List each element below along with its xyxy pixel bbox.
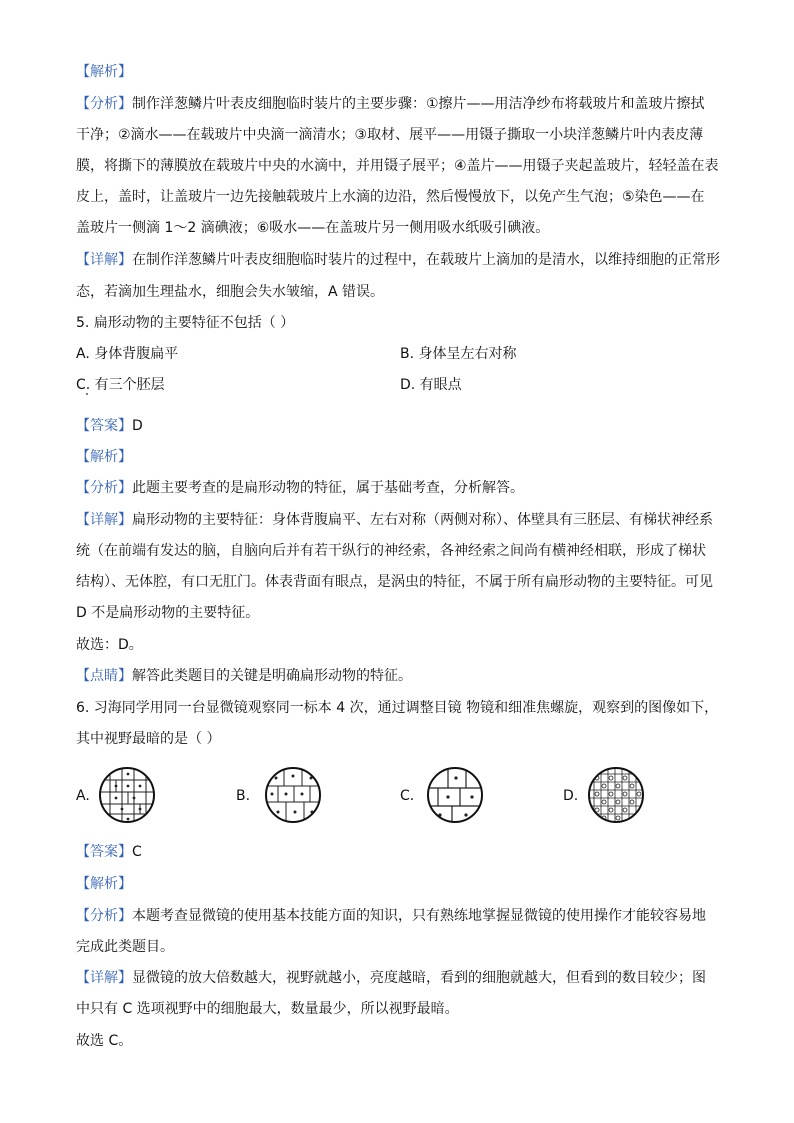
figure-b-label: B. [236,788,251,804]
fenxi-line-2: 干净；②滴水——在载玻片中央滴一滴清水；③取材、展平——用镊子撕取一小块洋葱鳞片叶内表皮薄 [76,127,704,143]
figure-d [563,766,663,824]
fenxi-tag: 【分析】 [76,96,132,112]
answer-tag: 【答案】 [76,844,132,860]
dianjing-text: 解答此类题目的关键是明确扁形动物的特征。 [132,668,412,684]
fenxi-line-3: 膜，将撕下的薄膜放在载玻片中央的水滴中，并用镊子展平；④盖片——用镊子夹起盖玻片，轻轻盖在表 [76,158,719,174]
q6-fenxi-line-1 [76,906,706,926]
answer-value: D [132,418,143,434]
q6-choice: 故选 C。 [76,1033,133,1049]
q5-option-b: B. 身体呈左右对称 [400,346,517,362]
q6-xiangjie-line-2: 中只有 C 选项视野中的细胞最大，数量最少，所以视野最暗。 [76,1001,459,1017]
q6-answer [76,842,142,862]
xiangjie-text: 显微镜的放大倍数越大，视野就越小，亮度越暗，看到的细胞就越大，但看到的数目较少；图 [132,970,706,986]
figure-d-label: D. [563,788,579,804]
figure-c-label: C. [400,788,415,804]
q6-fenxi-line-2: 完成此类题目。 [76,939,174,955]
fenxi-line-5: 盖玻片一侧滴 1～2 滴碘液；⑥吸水——在盖玻片另一侧用吸水纸吸引碘液。 [76,220,550,236]
q6-stem-line-1: 6. 习海同学用同一台显微镜观察同一标本 4 次，通过调整目镜 物镜和细准焦螺旋，观察到的图像如下， [76,700,719,716]
analysis-tag: 【解析】 [76,64,132,80]
q5-stem: 5. 扁形动物的主要特征不包括（ ） [76,315,295,331]
figure-c [400,766,500,824]
dianjing-tag: 【点睛】 [76,668,132,684]
microscope-view-c [426,766,484,824]
q5-option-d: D. 有眼点 [400,377,462,393]
fenxi-tag: 【分析】 [76,908,132,924]
q5-xiangjie-line-2: 统（在前端有发达的脑，自脑向后并有若干纵行的神经索，各神经索之间尚有横神经相联，形成了梯状 [76,543,706,559]
answer-tag: 【答案】 [76,418,132,434]
q5-option-a: A. 身体背腹扁平 [76,346,179,362]
q6-stem-line-2: 其中视野最暗的是（ ） [76,731,221,747]
microscope-view-d [587,766,645,824]
fenxi-text: 本题考查显微镜的使用基本技能方面的知识，只有熟练地掌握显微镜的使用操作才能较容易地 [132,908,706,924]
q5-xiangjie-line-4: D 不是扁形动物的主要特征。 [76,605,260,621]
figure-a-label: A. [76,788,90,804]
q5-dianjing [76,666,412,686]
stray-dot [86,393,88,395]
xiangjie-tag: 【详解】 [76,252,132,268]
microscope-view-a [98,766,156,824]
answer-value: C [132,844,142,860]
xiangjie-tag: 【详解】 [76,970,132,986]
xiangjie-text: 扁形动物的主要特征：身体背腹扁平、左右对称（两侧对称）、体壁具有三胚层、有梯状神经系 [132,512,713,528]
q5-option-c: C. 有三个胚层 [76,377,165,393]
fenxi-line-4: 皮上，盖时，让盖玻片一边先接触载玻片上水滴的边沿，然后慢慢放下，以免产生气泡；⑤染色——在 [76,189,705,205]
fenxi-text: 此题主要考查的是扁形动物的特征，属于基础考查，分析解答。 [132,480,524,496]
q5-fenxi [76,478,524,498]
q6-xiangjie-line-1 [76,968,706,988]
xiangjie-tag: 【详解】 [76,512,132,528]
figure-a [76,766,176,824]
q5-answer [76,416,143,436]
q6-analysis-tag: 【解析】 [76,876,132,892]
xiangjie-line-2: 态，若滴加生理盐水，细胞会失水皱缩，A 错误。 [76,284,385,300]
q5-analysis-tag: 【解析】 [76,449,132,465]
fenxi-text: 制作洋葱鳞片叶表皮细胞临时装片的主要步骤：①擦片——用洁净纱布将载玻片和盖玻片擦拭 [132,96,705,112]
q5-xiangjie-line-1 [76,510,713,530]
fenxi-tag: 【分析】 [76,480,132,496]
q5-choice: 故选：D。 [76,637,143,653]
q5-xiangjie-line-3: 结构）、无体腔，有口无肛门。体表背面有眼点，是涡虫的特征，不属于所有扁形动物的主要特征。可见 [76,574,713,590]
xiangjie-text: 在制作洋葱鳞片叶表皮细胞临时装片的过程中，在载玻片上滴加的是清水，以维持细胞的正常形 [132,252,720,268]
microscope-view-b [264,766,322,824]
xiangjie-line-1 [76,250,720,270]
fenxi-line-1 [76,94,705,114]
figure-b [236,766,336,824]
